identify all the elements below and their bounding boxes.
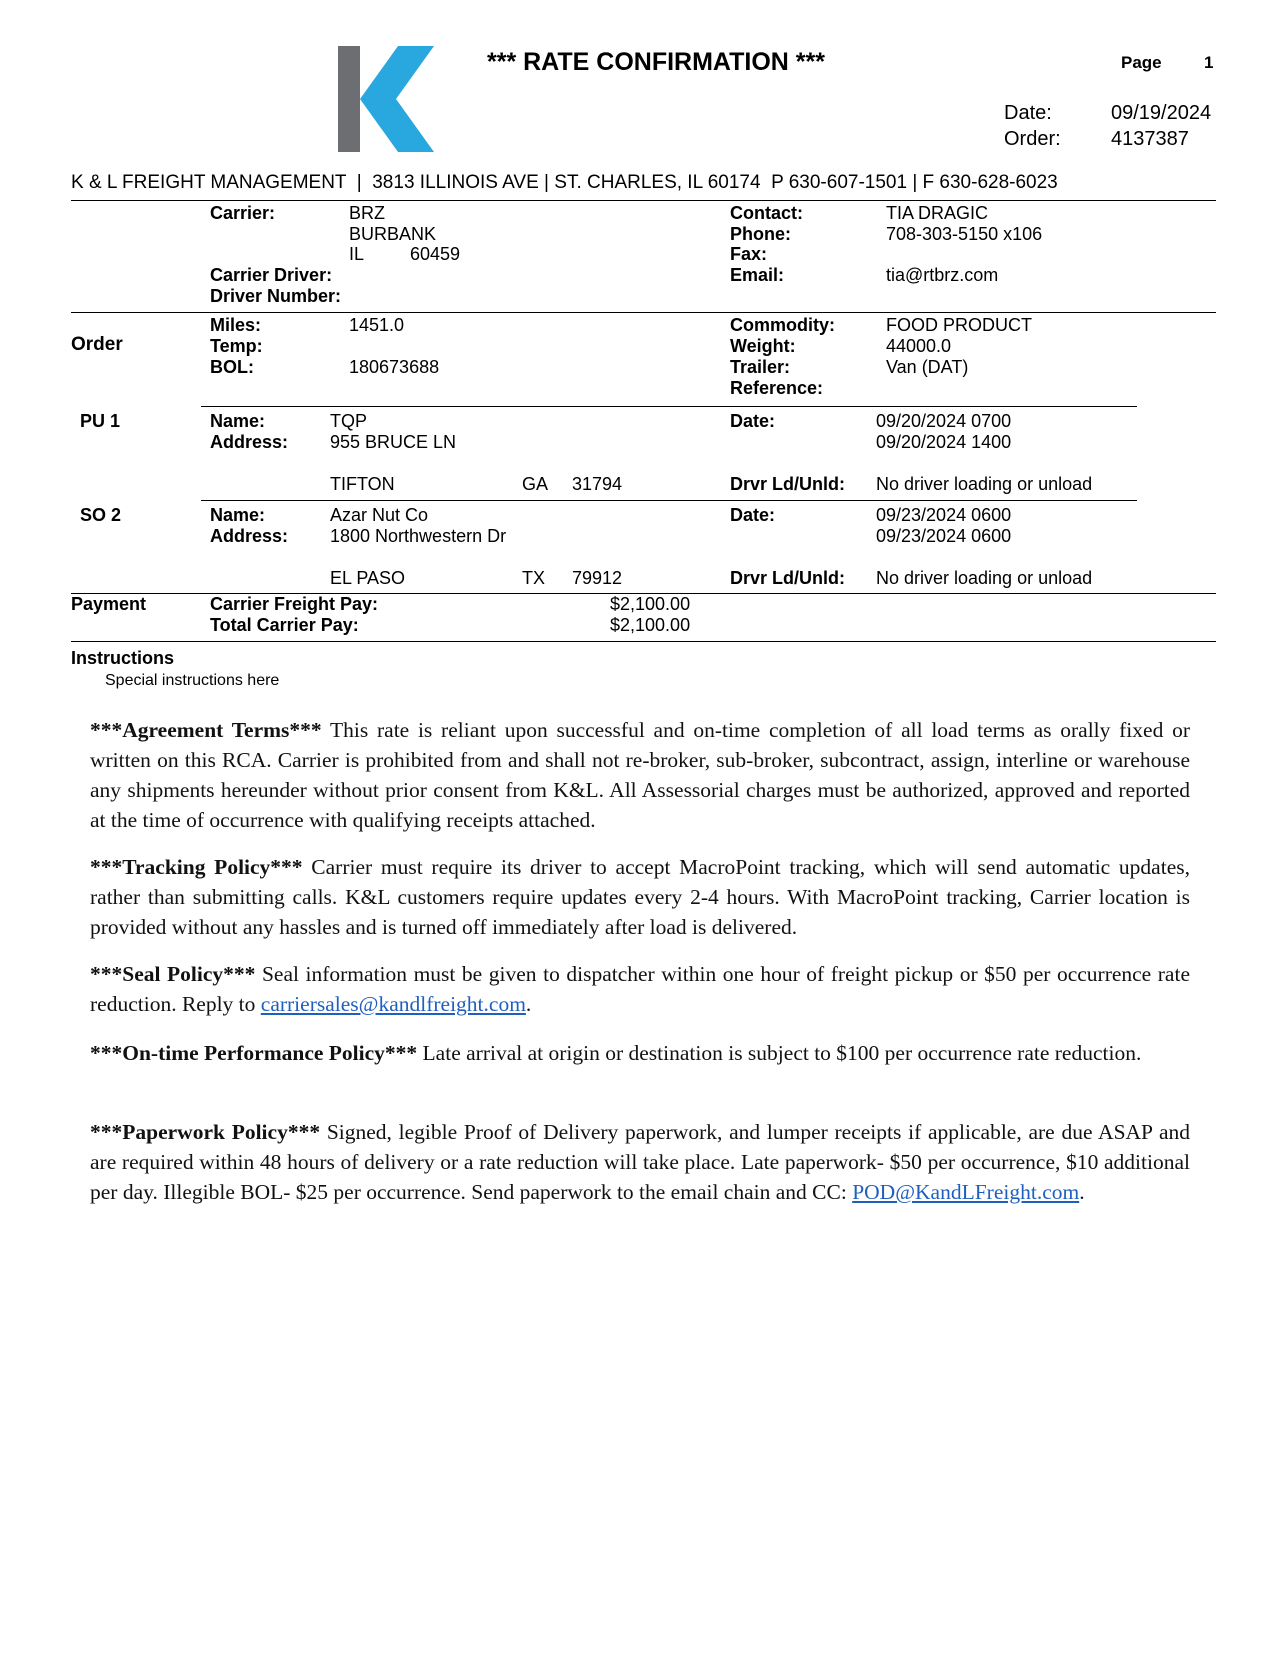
temp-label: Temp: [210,336,263,356]
stop-date-end: 09/23/2024 0600 [876,526,1012,546]
commodity-label: Commodity: [730,315,835,335]
stop-name-label: Name: [210,411,266,431]
policy-paperwork [90,1117,1190,1207]
carrier-city: BURBANK [349,224,437,244]
contact-value: TIA DRAGIC [886,203,989,223]
stop-name: TQP [330,411,368,431]
stop-date-end: 09/20/2024 1400 [876,432,1012,452]
date-value: 09/19/2024 [1111,102,1212,124]
carrier-state: IL [349,244,365,264]
carrier-zip: 60459 [410,244,461,264]
trailer-value: Van (DAT) [886,357,969,377]
document-title: *** RATE CONFIRMATION *** [487,48,825,76]
policy-on-time-performance [90,1038,1190,1068]
carrier-label: Carrier: [210,203,276,223]
stop-zip: 79912 [572,568,623,588]
stop-state: TX [522,568,546,588]
policy-tracking [90,852,1190,942]
company-address-line: K & L FREIGHT MANAGEMENT | 3813 ILLINOIS AVE | ST. CHARLES, IL 60174 P 630-607-1501 | F 630-628-6023 [71,172,1058,193]
pod-email-link[interactable]: POD@KandLFreight.com [852,1180,1080,1204]
order-label: Order: [1004,128,1061,150]
stop-zip: 31794 [572,474,623,494]
total-pay-value: $2,100.00 [610,615,691,635]
contact-label: Contact: [730,203,803,223]
commodity-value: FOOD PRODUCT [886,315,1032,335]
freight-pay-value: $2,100.00 [610,594,691,614]
stop-address: 1800 Northwestern Dr [330,526,507,546]
order-section-label: Order [71,334,123,355]
email-value: tia@rtbrz.com [886,265,999,285]
policy-title: ***Tracking Policy*** [90,855,303,879]
carrier-name: BRZ [349,203,385,223]
policy-body: Seal information must be given to dispatcher within one hour of freight pickup or $50 per occurrence rate reduction. Reply to [90,962,1190,1016]
phone-label: Phone: [730,224,791,244]
phone-value: 708-303-5150 x106 [886,224,1043,244]
company-logo [338,46,438,152]
policy-seal [90,959,1190,1019]
policy-body: Signed, legible Proof of Delivery paperwork, and lumper receipts if applicable, are due ASAP and are required within 48 hours of delivery or a rate reduction will take place. Late paperwork- $50 per occurrence, $10 additional per day. Illegible BOL- $25 per occurrence. Send paperwork to the email chain and CC: [90,1120,1190,1204]
stop-address-label: Address: [210,432,289,452]
stop-load-label: Drvr Ld/Unld: [730,568,845,588]
email-label: Email: [730,265,785,285]
stop-address-label: Address: [210,526,289,546]
page-number: 1 [1204,53,1214,72]
fax-label: Fax: [730,244,768,264]
stop-load-value: No driver loading or unload [876,568,1093,588]
policy-body: This rate is reliant upon successful and on-time completion of all load terms as orally fixed or written on this RCA. Carrier is prohibited from and shall not re-broker, sub-broker, subcontract, assign, interline or warehouse any shipments hereunder without prior consent from K&L. All Assessorial charges must be authorized, approved and reported at the time of occurrence with qualifying receipts attached. [90,718,1190,832]
total-pay-label: Total Carrier Pay: [210,615,359,635]
weight-label: Weight: [730,336,796,356]
policy-title: ***Agreement Terms*** [90,718,322,742]
policy-title: ***Seal Policy*** [90,962,256,986]
miles-label: Miles: [210,315,262,335]
divider [201,500,1137,501]
divider [71,312,1216,313]
policy-tail: . [525,992,532,1016]
page-label: Page [1121,53,1162,72]
bol-label: BOL: [210,357,254,377]
driver-number-label: Driver Number: [210,286,342,306]
date-label: Date: [1004,102,1052,124]
stop-load-value: No driver loading or unload [876,474,1093,494]
stop-date-label: Date: [730,505,776,525]
weight-value: 44000.0 [886,336,952,356]
trailer-label: Trailer: [730,357,791,377]
policy-body: Carrier must require its driver to accept MacroPoint tracking, which will send automatic updates, rather than submitting calls. K&L customers require updates every 2-4 hours. With MacroPoint tracking, Carrier location is provided without any hassles and is turned off immediately after load is delivered. [90,855,1190,939]
stop-load-label: Drvr Ld/Unld: [730,474,845,494]
reference-label: Reference: [730,378,824,398]
divider [71,641,1216,642]
stop-date-start: 09/23/2024 0600 [876,505,1012,525]
divider [71,200,1216,201]
bol-value: 180673688 [349,357,440,377]
stop-label: PU 1 [80,411,121,431]
stop-state: GA [522,474,549,494]
miles-value: 1451.0 [349,315,405,335]
stop-label: SO 2 [80,505,122,525]
freight-pay-label: Carrier Freight Pay: [210,594,379,614]
stop-city: EL PASO [330,568,406,588]
payment-section-label: Payment [71,594,147,614]
policy-title: ***Paperwork Policy*** [90,1120,321,1144]
policy-title: ***On-time Performance Policy*** [90,1041,418,1065]
stop-city: TIFTON [330,474,395,494]
policy-tail: . [1079,1180,1085,1204]
stop-date-start: 09/20/2024 0700 [876,411,1012,431]
stop-name: Azar Nut Co [330,505,429,525]
divider [201,406,1137,407]
instructions-text: Special instructions here [105,672,280,689]
stop-date-label: Date: [730,411,776,431]
instructions-heading: Instructions [71,648,175,668]
carrier-driver-label: Carrier Driver: [210,265,333,285]
order-number: 4137387 [1111,128,1189,150]
policy-body: Late arrival at origin or destination is subject to $100 per occurrence rate reduction. [417,1041,1142,1065]
stop-address: 955 BRUCE LN [330,432,457,452]
carrier-sales-email-link[interactable]: carriersales@kandlfreight.com [260,992,526,1016]
policy-agreement-terms [90,715,1190,835]
stop-name-label: Name: [210,505,266,525]
